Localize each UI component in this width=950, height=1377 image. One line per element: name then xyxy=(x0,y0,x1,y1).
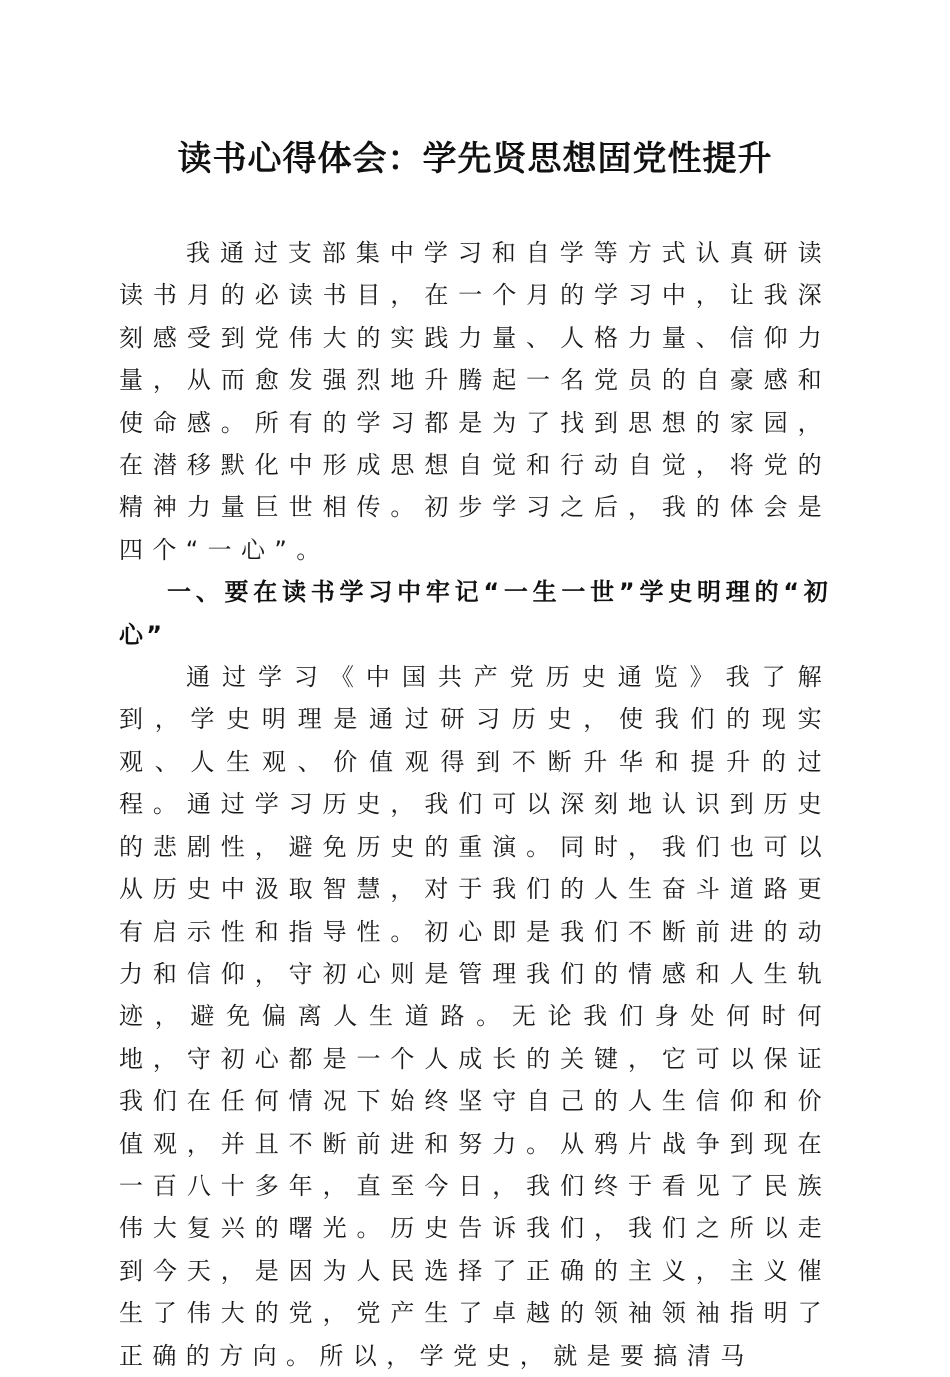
intro-paragraph: 我通过支部集中学习和自学等方式认真研读读书月的必读书目，在一个月的学习中，让我深刻感受到党伟大的实践力量、人格力量、信仰力量，从而愈发强烈地升腾起一名党员的自豪感和使命感。所有的学习都是为了找到思想的家园，在潜移默化中形成思想自觉和行动自觉，将党的精神力量巨世相传。初步学习之后，我的体会是四个“一心”。 xyxy=(119,239,831,564)
document-body xyxy=(119,232,831,1377)
section-heading-1: 一、要在读书学习中牢记“一生一世”学史明理的“初心” xyxy=(119,578,831,649)
document-title: 读书心得体会：学先贤思想固党性提升 xyxy=(177,139,773,179)
section-1-paragraph: 通过学习《中国共产党历史通览》我了解到，学史明理是通过研习历史，使我们的现实观、人生观、价值观得到不断升华和提升的过程。通过学习历史，我们可以深刻地认识到历史的悲剧性，避免历史的重演。同时，我们也可以从历史中汲取智慧，对于我们的人生奋斗道路更有启示性和指导性。初心即是我们不断前进的动力和信仰，守初心则是管理我们的情感和人生轨迹，避免偏离人生道路。无论我们身处何时何地，守初心都是一个人成长的关键，它可以保证我们在任何情况下始终坚守自己的人生信仰和价值观，并且不断前进和努力。从鸦片战争到现在一百八十多年，直至今日，我们终于看见了民族伟大复兴的曙光。历史告诉我们，我们之所以走到今天，是因为人民选择了正确的主义，主义催生了伟大的党，党产生了卓越的领袖领袖指明了正确的方向。所以，学党史，就是要搞清马 xyxy=(119,663,831,1370)
